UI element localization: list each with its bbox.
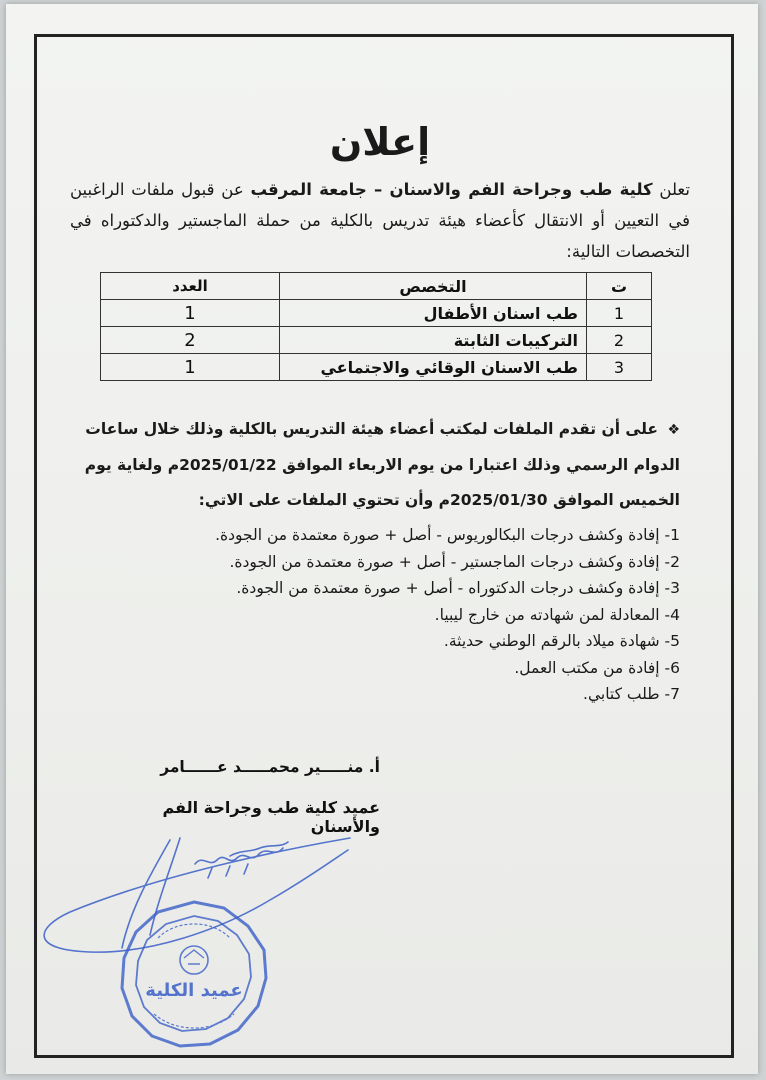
diamond-bullet-icon: ❖ — [667, 422, 680, 438]
notice-text: على أن تقدم الملفات لمكتب أعضاء هيئة التدريس بالكلية وذلك خلال ساعات الدوام الرسمي وذلك اعتبارا من يوم الاربعاء الموافق 2025/01/22م ولغاية يوم الخميس الموافق 2025/01/30م وأن تحتوي الملفات على الاتي: — [84, 420, 680, 509]
row-num: 3 — [587, 354, 652, 381]
header-count: العدد — [101, 273, 280, 300]
intro-prefix: تعلن — [659, 180, 690, 199]
table-row — [101, 327, 652, 354]
table-row — [101, 354, 652, 381]
row-count: 1 — [101, 354, 280, 381]
row-num: 1 — [587, 300, 652, 327]
row-specialty: طب الاسنان الوقائي والاجتماعي — [280, 354, 587, 381]
list-item: 7- طلب كتابي. — [583, 685, 680, 703]
list-item: 3- إفادة وكشف درجات الدكتوراه - أصل + صورة معتمدة من الجودة. — [236, 579, 680, 597]
intro-college: كلية طب وجراحة الفم والاسنان – جامعة المرقب — [250, 180, 653, 199]
list-item: 4- المعادلة لمن شهادته من خارج ليبيا. — [434, 605, 680, 624]
header-specialty: التخصص — [280, 273, 587, 300]
official-stamp — [118, 898, 270, 1050]
announcement-intro — [70, 174, 690, 267]
list-item: 6- إفادة من مكتب العمل. — [514, 658, 680, 677]
table-row — [101, 300, 652, 327]
submission-notice — [80, 412, 680, 518]
specialties-table — [100, 272, 652, 381]
requirements-list — [120, 522, 680, 708]
table-header-row — [101, 273, 652, 300]
header-num: ت — [587, 273, 652, 300]
row-count: 2 — [101, 327, 280, 354]
list-item: 5- شهادة ميلاد بالرقم الوطني حديثة. — [443, 632, 680, 650]
signer-role: عميد كلية طب وجراحة الفم والأسنان — [162, 798, 380, 836]
row-specialty: التركيبات الثابتة — [280, 327, 587, 354]
signer-name: أ. منـــــير محمـــــد عــــــامر — [160, 758, 380, 776]
row-specialty: طب اسنان الأطفال — [280, 300, 587, 327]
announcement-title: إعلان — [329, 120, 431, 164]
intro-rest: عن قبول ملفات الراغبين في التعيين أو الانتقال كأعضاء هيئة تدريس بالكلية من حملة الماجستير والدكتوراه في التخصصات التالية: — [70, 180, 690, 261]
list-item: 2- إفادة وكشف درجات الماجستير - أصل + صورة معتمدة من الجودة. — [229, 552, 680, 571]
list-item: 1- إفادة وكشف درجات البكالوريوس - أصل + صورة معتمدة من الجودة. — [215, 526, 680, 544]
stamp-center-text: عميد الكلية — [145, 980, 243, 1001]
row-num: 2 — [587, 327, 652, 354]
row-count: 1 — [101, 300, 280, 327]
document-body — [70, 120, 690, 267]
